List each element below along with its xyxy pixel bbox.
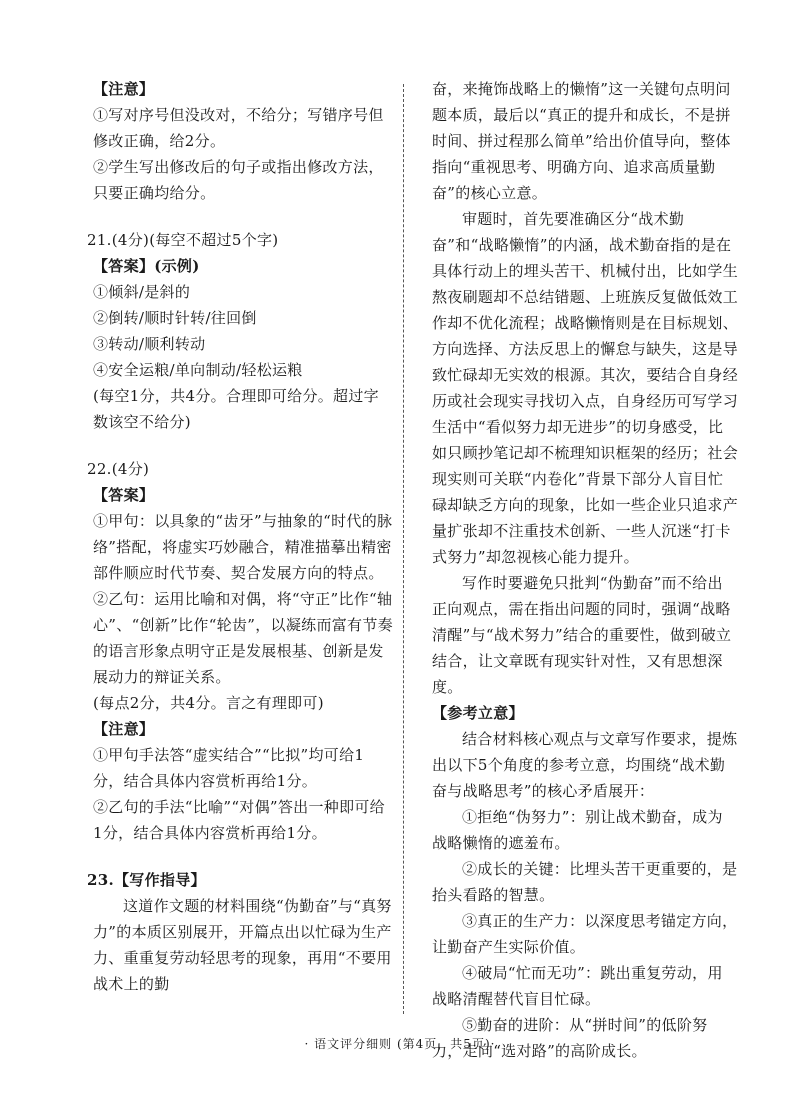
ref-item-1: ①拒绝“伪努力”：别让战术勤奋，成为战略懒惰的遮羞布。 <box>432 808 723 852</box>
q22-answer-2: ②乙句：运用比喻和对偶，将“守正”比作“轴心”、“创新”比作“轮齿”，以凝练而富有节奏的语言形象点明守正是发展根基、创新是发展动力的辩证关系。 <box>93 590 393 686</box>
q22-note-heading: 【注意】 <box>93 720 155 738</box>
q21-scoring: (每空1分，共4分。合理即可给分。超过字数该空不给分) <box>93 387 379 431</box>
q22-title: 22.(4分) <box>87 460 150 478</box>
q22-answer-heading: 【答案】 <box>93 486 155 504</box>
ref-item-5: ⑤勤奋的进阶：从“拼时间”的低阶努力，走向“选对路”的高阶成长。 <box>432 1016 708 1060</box>
q23-continuation: 奋，来掩饰战略上的懒惰”这一关键句点明问题本质，最后以“真正的提升和成长，不是拼时间、拼过程那么简单”给出价值导向，整体指向“重视思考、明确方向、追求高质量勤奋”的核心立意。 <box>432 80 731 202</box>
note1-item-1: ①写对序号但没改对，不给分；写错序号但修改正确，给2分。 <box>93 106 384 150</box>
q23-paragraph-3: 写作时要避免只批判“伪勤奋”而不给出正向观点，需在指出问题的同时，强调“战略清醒”与“战术努力”结合的重要性，做到破立结合，让文章既有现实针对性，又有思想深度。 <box>432 574 732 696</box>
page-footer: · 语文评分细则 (第4页，共5页)· <box>304 1037 496 1051</box>
ref-item-3: ③真正的生产力：以深度思考锚定方向，让勤奋产生实际价值。 <box>432 912 738 956</box>
q22-scoring: (每点2分，共4分。言之有理即可) <box>93 694 324 712</box>
ref-heading: 【参考立意】 <box>432 704 524 722</box>
ref-item-4: ④破局“忙而无功”：跳出重复劳动，用战略清醒替代盲目忙碌。 <box>432 964 723 1008</box>
q23-paragraph-2: 审题时，首先要准确区分“战术勤奋”和“战略懒惰”的内涵，战术勤奋指的是在具体行动上的埋头苦干、机械付出，比如学生熬夜刷题却不总结错题、上班族反复做低效工作却不优化流程；战略懒惰则是在目标规划、方向选择、方法反思上的懈怠与缺失，这是导致忙碌却无实效的根源。其次，要结合自身经历或社会现实寻找切入点，自身经历可写学习生活中“看似努力却无进步”的切身感受，比如只顾抄笔记却不梳理知识框架的经历；社会现实则可关联“内卷化”背景下部分人盲目忙碌却缺乏方向的现象，比如一些企业只追求产量扩张却不注重技术创新、一些人沉迷“打卡式努力”却忽视核心能力提升。 <box>432 210 739 566</box>
right-column <box>432 76 738 1064</box>
q22-note-2: ②乙句的手法“比喻”“对偶”答出一种即可给1分，结合具体内容赏析再给1分。 <box>93 798 385 842</box>
q21-answer-3: ③转动/顺利转动 <box>93 335 206 353</box>
q21-answer-heading: 【答案】(示例) <box>93 257 200 275</box>
column-divider <box>403 84 404 1014</box>
q21-answer-4: ④安全运粮/单向制动/轻松运粮 <box>93 361 303 379</box>
note1-heading: 【注意】 <box>93 80 155 98</box>
q22-note-1: ①甲句手法答“虚实结合”“比拟”均可给1分，结合具体内容赏析再给1分。 <box>93 746 365 790</box>
q22-answer-1: ①甲句：以具象的“齿牙”与抽象的“时代的脉络”搭配，将虚实巧妙融合，精准描摹出精密部件顺应时代节奏、契合发展方向的特点。 <box>93 512 393 582</box>
q23-paragraph: 这道作文题的材料围绕“伪勤奋”与“真努力”的本质区别展开，开篇点出以忙碌为生产力、重重复劳动轻思考的现象，再用“不要用战术上的勤 <box>93 897 392 993</box>
q21-answer-2: ②倒转/顺时针转/往回倒 <box>93 309 257 327</box>
q21-title: 21.(4分)(每空不超过5个字) <box>87 231 279 249</box>
ref-item-2: ②成长的关键：比埋头苦干更重要的，是抬头看路的智慧。 <box>432 860 738 904</box>
note1-item-2: ②学生写出修改后的句子或指出修改方法，只要正确均给分。 <box>93 158 384 202</box>
ref-intro: 结合材料核心观点与文章写作要求，提炼出以下5个角度的参考立意，均围绕“战术勤奋与战略思考”的核心矛盾展开： <box>432 730 738 800</box>
q21-answer-1: ①倾斜/是斜的 <box>93 283 191 301</box>
left-column <box>87 76 393 997</box>
q23-title: 23.【写作指导】 <box>87 871 206 889</box>
